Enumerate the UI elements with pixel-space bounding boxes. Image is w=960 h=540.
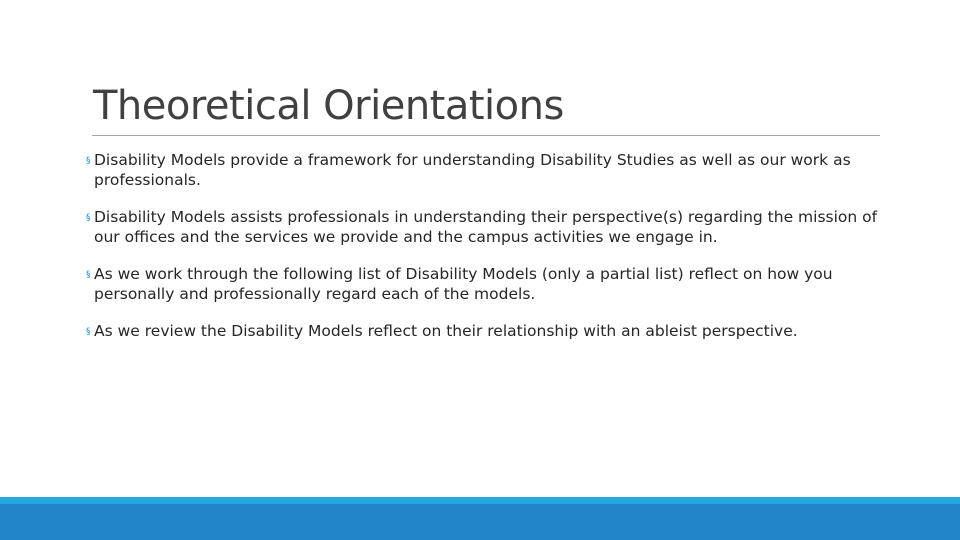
bullet-marker-icon: § [86,213,91,223]
bullet-text: Disability Models provide a framework for understanding Disability Studies as well as our work as professionals. [94,151,851,189]
bullet-marker-icon: § [86,327,91,337]
bullet-text: As we review the Disability Models reflect on their relationship with an ableist perspective. [94,322,798,340]
slide-title: Theoretical Orientations [93,83,564,129]
bullet-item [88,321,883,341]
footer-bar [0,504,960,540]
bullet-item [88,150,883,190]
bullet-list [88,150,883,358]
footer-accent-stripe [0,497,960,504]
bullet-item [88,207,883,247]
bullet-text: Disability Models assists professionals in understanding their perspective(s) regarding the mission of our offices and the services we provide and the campus activities we engage in. [94,208,878,246]
title-divider [92,135,880,136]
bullet-marker-icon: § [86,270,91,280]
bullet-item [88,264,883,304]
bullet-text: As we work through the following list of Disability Models (only a partial list) reflect on how you personally and professionally regard each of the models. [94,265,833,303]
bullet-marker-icon: § [86,156,91,166]
